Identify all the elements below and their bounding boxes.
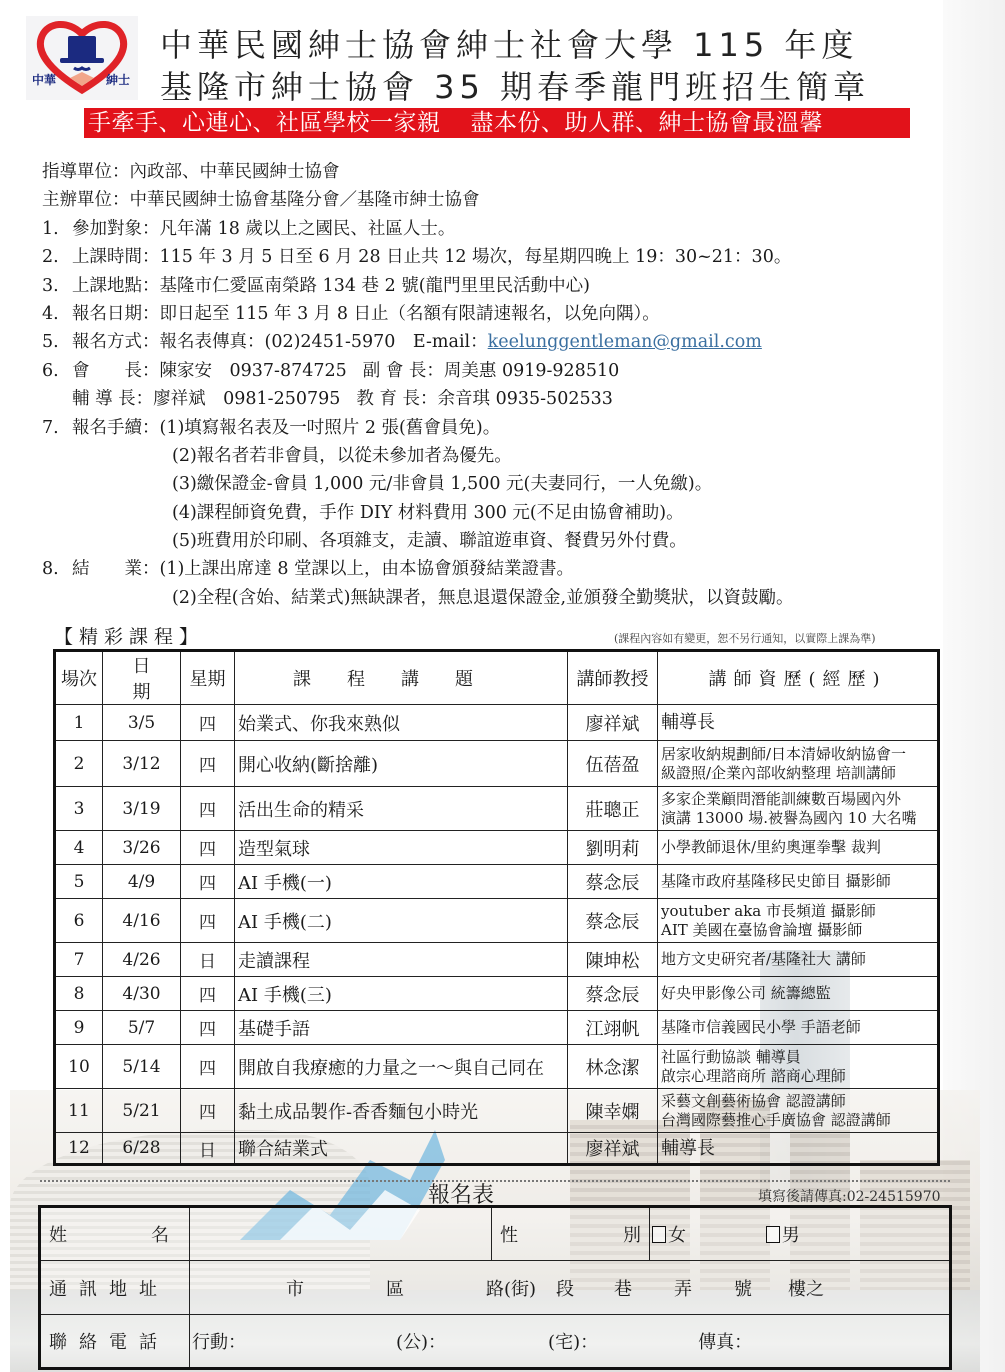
heart-hat-logo-icon — [26, 16, 138, 100]
graduation-line-1: 8. 結 業：(1)上課出席達 8 堂課以上，由本協會頒發結業證書。 — [42, 559, 575, 580]
officers-row-1: 6. 會 長：陳家安 0937-874725 副 會 長：周美惠 0919-928510 — [42, 360, 620, 381]
slogan-banner — [84, 108, 910, 138]
svg-text:中華: 中華 — [32, 73, 57, 87]
course-change-note: (課程內容如有變更，恕不另行通知，以實際上課為準) — [614, 632, 876, 645]
table-row: 5 4/9 四 AI 手機(一) 蔡念辰 基隆市政府基隆移民史節目 攝影師 — [55, 865, 939, 899]
course-schedule-table — [53, 649, 940, 1166]
name-gender-row: 姓 名 性 別 女 男 — [40, 1207, 951, 1261]
phone-row: 聯絡電話 行動： (公)： (宅)： 傳真： — [40, 1315, 951, 1369]
header-experience: 講師資歷(經歷) — [658, 651, 939, 705]
info-item-5: 5. 報名方式：報名表傳真：(02)2451-5970 E-mail：keelunggentleman@gmail.com — [42, 332, 762, 353]
table-row: 12 6/28 日 聯合結業式 廖祥斌 輔導長 — [55, 1133, 939, 1165]
table-row: 4 3/26 四 造型氣球 劉明莉 小學教師退休/里約奧運拳擊 裁判 — [55, 831, 939, 865]
table-row: 3 3/19 四 活出生命的精采 莊聰正 多家企業顧問潛能訓練數百場國內外 演講 13000 場.被譽為國內 10 大名嘴 — [55, 787, 939, 831]
procedure-line-3: (3)繳保證金-會員 1,000 元/非會員 1,500 元(夫妻同行，一人免繳)。 — [172, 474, 713, 495]
course-section-title: 【精彩課程】 — [54, 626, 205, 648]
table-row: 10 5/14 四 開啟自我療癒的力量之一～與自己同在 林念潔 社區行動協談 輔導員 啟宗心理諮商所 諮商心理師 — [55, 1045, 939, 1089]
procedure-line-2: (2)報名者若非會員，以從未參加者為優先。 — [172, 445, 512, 466]
header-weekday: 星期 — [181, 651, 235, 705]
fax-instruction: 填寫後請傳真:02-24515970 — [758, 1189, 941, 1205]
table-row: 9 5/7 四 基礎手語 江翊帆 基隆市信義國民小學 手語老師 — [55, 1011, 939, 1045]
email-link[interactable]: keelunggentleman@gmail.com — [487, 332, 762, 353]
table-row: 2 3/12 四 開心收納(斷捨離) 伍蓓盈 居家收納規劃師/日本清婦收納協會一 級證照/企業內部收納整理 培訓講師 — [55, 741, 939, 787]
header-topic: 課程講題 — [235, 651, 568, 705]
procedure-line-4: (4)課程師資免費，手作 DIY 材料費用 300 元(不足由協會補助)。 — [172, 502, 684, 523]
document-title-line-2: 基隆市紳士協會 35 期春季龍門班招生簡章 — [160, 68, 871, 106]
procedure-line-1: 7. 報名手續：(1)填寫報名表及一吋照片 2 張(舊會員免)。 — [42, 417, 501, 438]
table-row: 11 5/21 四 黏土成品製作-香香麵包小時光 陳幸嫻 采藝文創藝術協會 認證講師 台灣國際藝推心手廣協會 認證講師 — [55, 1089, 939, 1133]
table-row: 8 4/30 四 AI 手機(三) 蔡念辰 好央甲影像公司 統籌總監 — [55, 977, 939, 1011]
name-input-field[interactable] — [190, 1207, 492, 1261]
enrollment-info — [42, 158, 942, 612]
guidance-unit: 指導單位：內政部、中華民國紳士協會 — [42, 162, 340, 182]
table-row: 7 4/26 日 走讀課程 陳坤松 地方文史研究者/基隆社大 講師 — [55, 943, 939, 977]
address-row: 通訊地址 市 區 路(街) 段 巷 弄 號 樓之 — [40, 1261, 951, 1315]
header-date: 日 期 — [103, 651, 181, 705]
slogan-part-2: 盡本份、助人群、紳士協會最溫馨 — [470, 110, 823, 136]
info-item-1: 1. 參加對象：凡年滿 18 歲以上之國民、社區人士。 — [42, 218, 456, 239]
header-session: 場次 — [55, 651, 103, 705]
table-header-row — [55, 651, 939, 705]
svg-text:紳士: 紳士 — [106, 73, 131, 87]
info-item-4: 4. 報名日期：即日起至 115 年 3 月 8 日止（名額有限請速報名，以免向隅）。 — [42, 303, 660, 324]
procedure-line-5: (5)班費用於印刷、各項雜支，走讀、聯誼遊車資、餐費另外付費。 — [172, 531, 687, 552]
info-item-3: 3. 上課地點：基隆市仁愛區南榮路 134 巷 2 號(龍門里里民活動中心) — [42, 275, 590, 296]
organizer-unit: 主辦單位：中華民國紳士協會基隆分會／基隆市紳士協會 — [42, 190, 480, 211]
table-row: 1 3/5 四 始業式、你我來熟似 廖祥斌 輔導長 — [55, 705, 939, 741]
address-input-field[interactable]: 市 區 路(街) 段 巷 弄 號 樓之 — [190, 1261, 951, 1315]
registration-form-title: 報名表 — [428, 1183, 495, 1208]
slogan-part-1: 手牽手、心連心、社區學校一家親 — [88, 110, 441, 136]
officers-row-2: 輔 導 長：廖祥斌 0981-250795 教 育 長：余音琪 0935-502533 — [72, 389, 613, 410]
graduation-line-2: (2)全程(含始、結業式)無缺課者，無息退還保證金,並頒發全勤獎狀，以資鼓勵。 — [172, 587, 794, 608]
gentleman-association-logo — [26, 16, 138, 100]
cut-line-divider — [40, 1180, 950, 1182]
checkbox-icon[interactable] — [766, 1226, 780, 1243]
header-teacher: 講師教授 — [568, 651, 658, 705]
gender-male-checkbox[interactable]: 男 — [766, 1225, 800, 1246]
checkbox-icon[interactable] — [652, 1226, 666, 1243]
table-row: 6 4/16 四 AI 手機(二) 蔡念辰 youtuber aka 市長頻道 攝影師 AIT 美國在臺協會論壇 攝影師 — [55, 899, 939, 943]
info-item-2: 2. 上課時間：115 年 3 月 5 日至 6 月 28 日止共 12 場次，每星期四晚上 19：30~21：30。 — [42, 247, 792, 268]
document-title-line-1: 中華民國紳士協會紳士社會大學 115 年度 — [160, 26, 859, 64]
gender-female-checkbox[interactable]: 女 — [652, 1225, 686, 1246]
phone-input-field[interactable]: 行動： (公)： (宅)： 傳真： — [190, 1315, 951, 1369]
registration-form — [38, 1205, 952, 1370]
